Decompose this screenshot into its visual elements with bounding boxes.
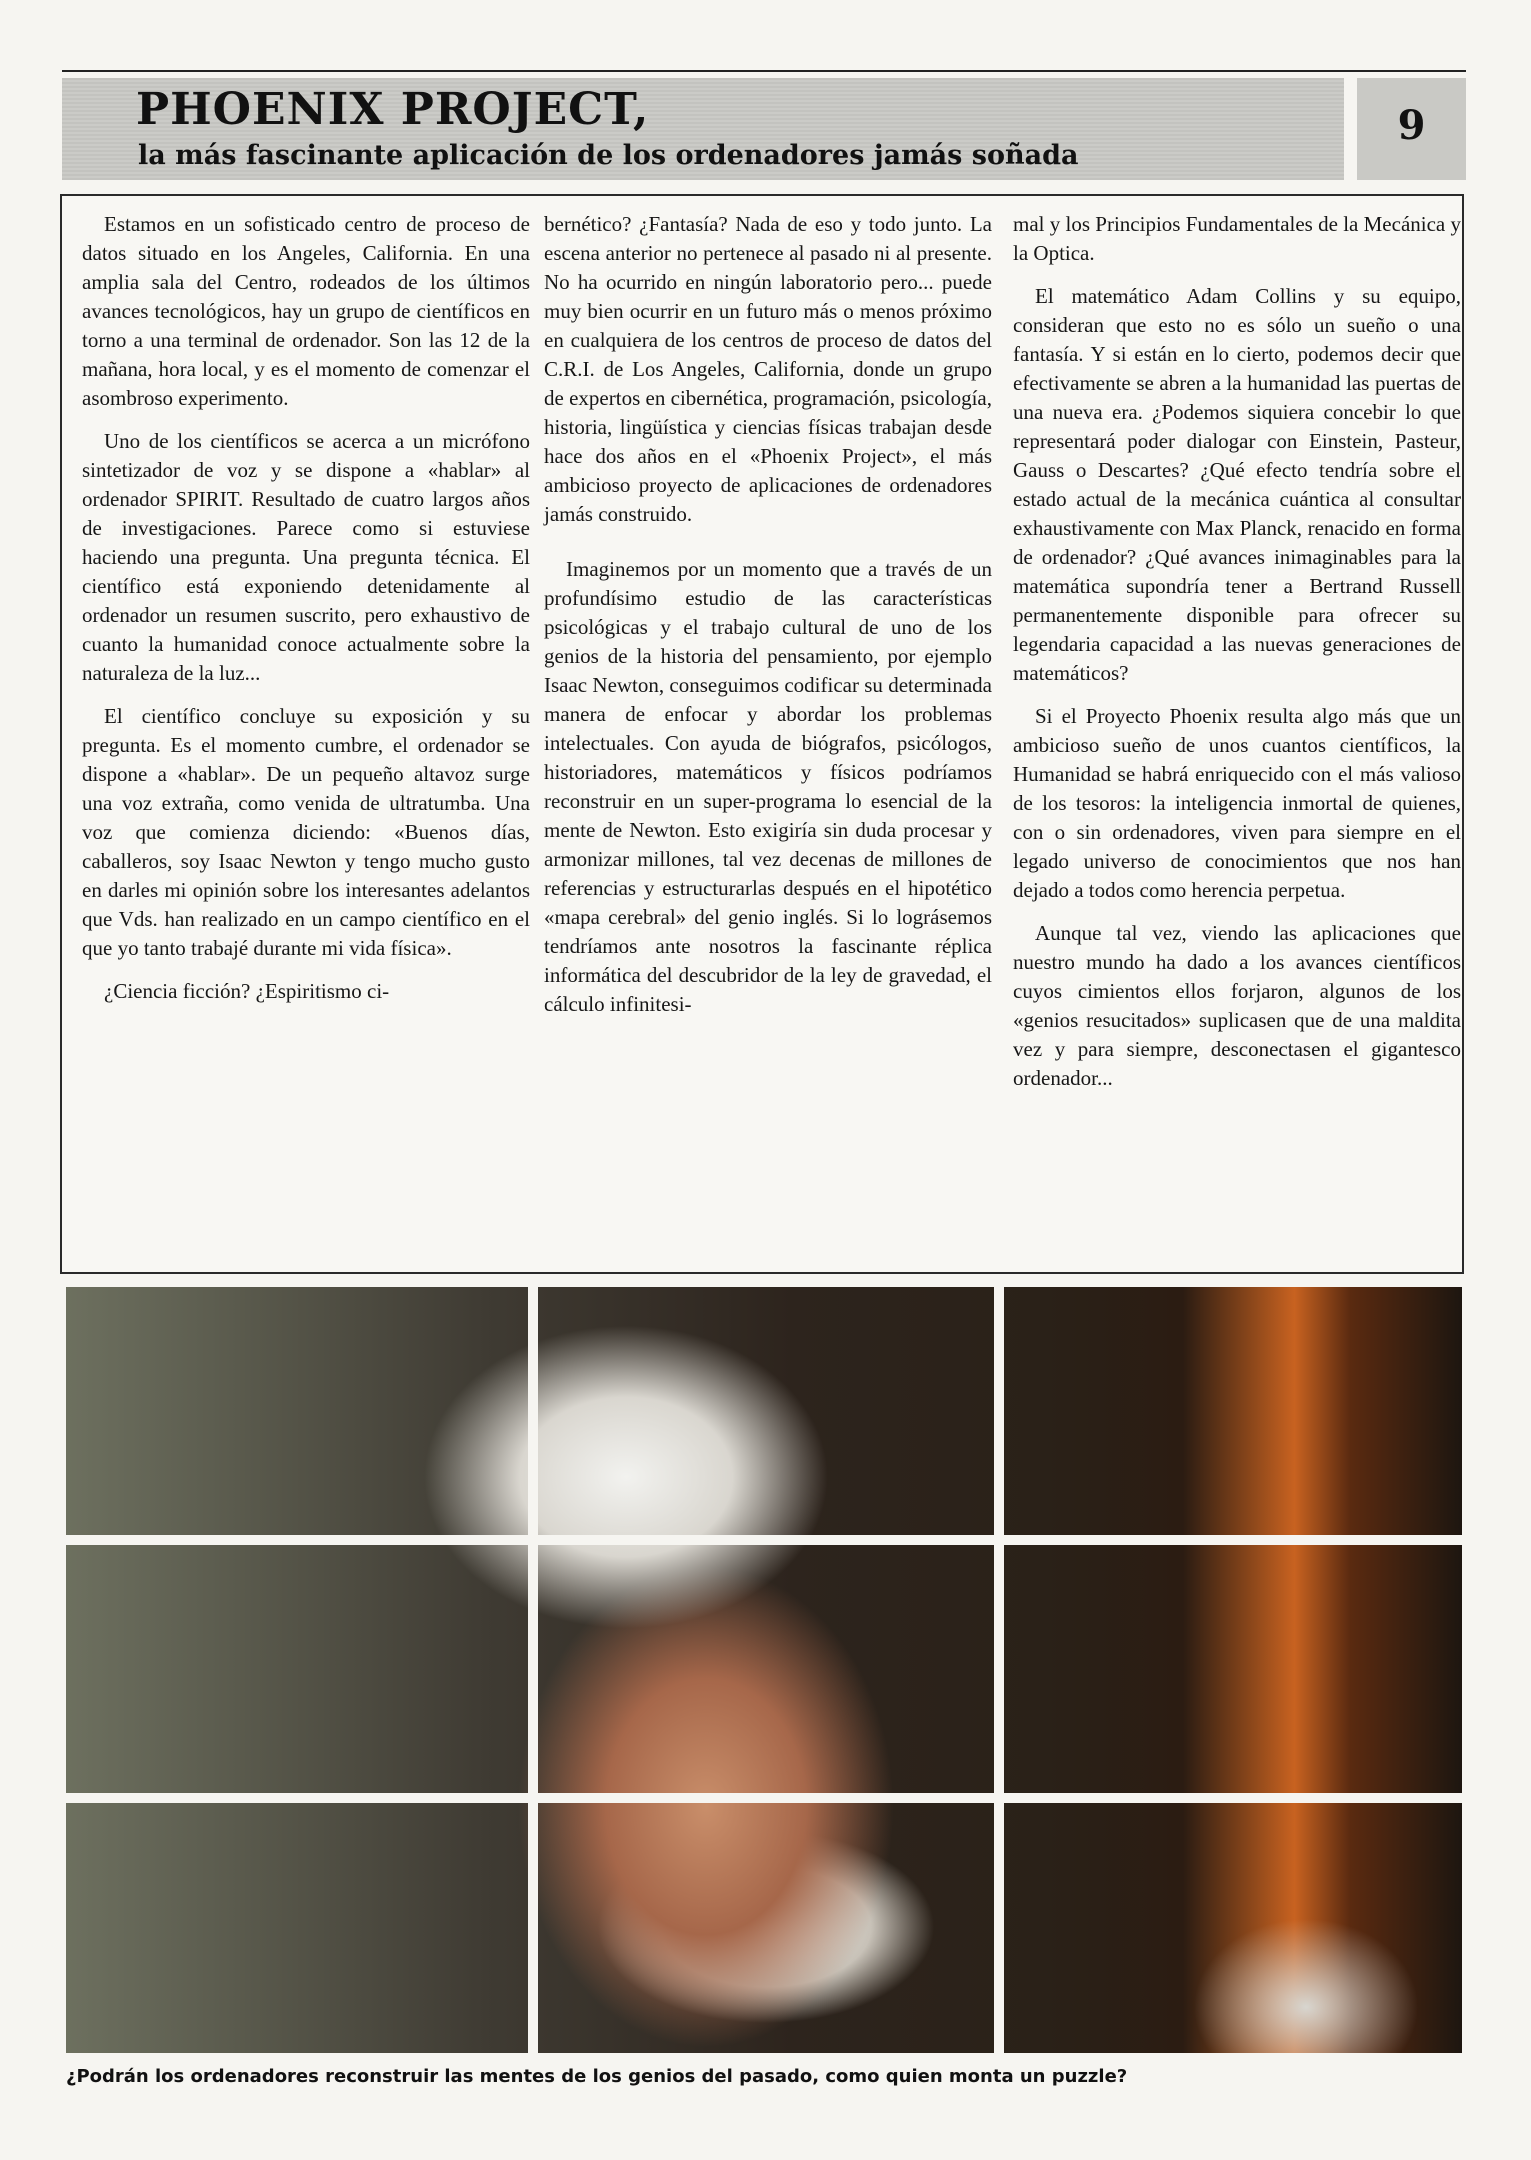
paragraph: ¿Ciencia ficción? ¿Espiritismo ci-: [104, 979, 390, 1003]
paragraph: El matemático Adam Collins y su equipo, consideran que esto no es sólo un sueño o una fantasía. Y si están en lo cierto, podemos decir que efectivamente se abren a la humanidad las puertas de una nueva era. ¿Podemos siquiera concebir lo que representará poder dialogar con Einstein, Pasteur, Gauss o Descartes? ¿Qué efecto tendría sobre el estado actual de la mecánica cuántica al consultar exhaustivamente con Max Planck, renacido en forma de ordenador? ¿Qué avances inimaginables para la matemática supondría tener a Bertrand Russell permanentemente disponible para ofrecer su legendaria capacidad a las nuevas generaciones de matemáticos?: [1013, 284, 1461, 685]
paragraph: bernético? ¿Fantasía? Nada de eso y todo junto. La escena anterior no pertenece al pasado ni al presente. No ha ocurrido en ningún laboratorio pero... puede muy bien ocurrir en un futuro más o menos próximo en cualquiera de los centros de proceso de datos del C.R.I. de Los Angeles, California, donde un grupo de expertos en cibernética, programación, psicología, historia, lingüística y ciencias físicas trabajan desde hace dos años en el «Phoenix Project», el más ambicioso proyecto de aplicaciones de ordenadores jamás construido.: [544, 212, 992, 526]
photo-tile: [66, 1803, 528, 2053]
page-number: 9: [1397, 102, 1426, 149]
puzzle-photo: [66, 1287, 1462, 2053]
paragraph: Aunque tal vez, viendo las aplicaciones que nuestro mundo ha dado a los avances científicos cuyos cimientos ellos forjaron, algunos de los «genios resucitados» suplicasen que de una maldita vez y para siempre, desconectasen el gigantesco ordenador...: [1013, 921, 1461, 1090]
photo-tile: [66, 1287, 528, 1535]
photo-tile: [1004, 1545, 1462, 1793]
photo-tile: [66, 1545, 528, 1793]
photo-tile: [538, 1287, 994, 1535]
photo-tile: [538, 1545, 994, 1793]
article-column-2: [544, 210, 992, 1033]
photo-tile: [1004, 1803, 1462, 2053]
header-band: [62, 78, 1344, 180]
photo-tile: [538, 1803, 994, 2053]
top-rule: [62, 70, 1466, 72]
paragraph: mal y los Principios Fundamentales de la Mecánica y la Optica.: [1013, 212, 1461, 265]
paragraph: El científico concluye su exposición y su pregunta. Es el momento cumbre, el ordenador se dispone a «hablar». De un pequeño altavoz surge una voz extraña, como venida de ultratumba. Una voz que comienza diciendo: «Buenos días, caballeros, soy Isaac Newton y tengo mucho gusto en darles mi opinión sobre los interesantes adelantos que Vds. han realizado en un campo científico en el que yo tanto trabajé durante mi vida física».: [82, 704, 530, 960]
paragraph: Imaginemos por un momento que a través de un profundísimo estudio de las características psicológicas y el trabajo cultural de uno de los genios de la historia del pensamiento, por ejemplo Isaac Newton, conseguimos codificar su determinada manera de enfocar y abordar los problemas intelectuales. Con ayuda de biógrafos, psicólogos, historiadores, matemáticos y físicos podríamos reconstruir en un super-programa lo esencial de la mente de Newton. Esto exigiría sin duda procesar y armonizar millones, tal vez decenas de millones de referencias y estructurarlas después en el hipotético «mapa cerebral» del genio inglés. Si lo lográsemos tendríamos ante nosotros la fascinante réplica informática del descubridor de la ley de gravedad, el cálculo infinitesi-: [544, 557, 992, 1016]
paragraph: Si el Proyecto Phoenix resulta algo más que un ambicioso sueño de unos cuantos científicos, la Humanidad se habrá enriquecido con el más valioso de los tesoros: la inteligencia inmortal de quienes, con o sin ordenadores, viven para siempre en el legado universo de conocimientos que nos han dejado a todos como herencia perpetua.: [1013, 704, 1461, 902]
article-subtitle: la más fascinante aplicación de los ordenadores jamás soñada: [138, 140, 1079, 171]
article-box: [60, 194, 1464, 1274]
article-column-3: [1013, 210, 1461, 1107]
article-column-1: [82, 210, 530, 1020]
paragraph: Estamos en un sofisticado centro de proceso de datos situado en los Angeles, California. En una amplia sala del Centro, rodeados de los últimos avances tecnológicos, hay un grupo de científicos en torno a una terminal de ordenador. Son las 12 de la mañana, hora local, y es el momento de comenzar el asombroso experimento.: [82, 212, 530, 410]
article-title: PHOENIX PROJECT,: [136, 84, 650, 135]
photo-caption: ¿Podrán los ordenadores reconstruir las mentes de los genios del pasado, como quien monta un puzzle?: [66, 2066, 1128, 2087]
page-number-box: [1357, 78, 1466, 180]
paragraph: Uno de los científicos se acerca a un micrófono sintetizador de voz y se dispone a «hablar» al ordenador SPIRIT. Resultado de cuatro largos años de investigaciones. Parece como si estuviese haciendo una pregunta. Una pregunta técnica. El científico está exponiendo detenidamente al ordenador un resumen suscrito, pero exhaustivo de cuanto la humanidad conoce actualmente sobre la naturaleza de la luz...: [82, 429, 530, 685]
photo-tile: [1004, 1287, 1462, 1535]
